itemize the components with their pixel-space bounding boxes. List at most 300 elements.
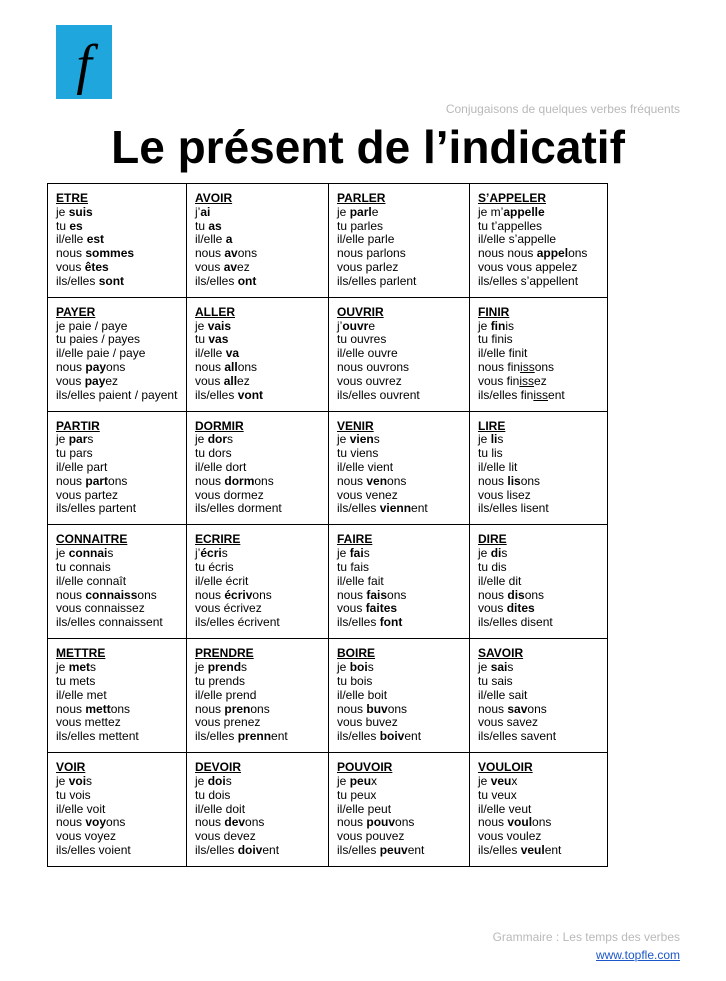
text-segment: vous devez <box>195 829 256 844</box>
conjugation-line <box>56 803 182 817</box>
stem-bold: lis <box>507 473 521 488</box>
conjugation-line <box>337 333 465 347</box>
text-segment: tu ouvres <box>337 332 387 347</box>
conjugation-line <box>478 575 603 589</box>
text-segment: je <box>478 660 491 675</box>
conjugation-line <box>337 830 465 844</box>
conjugation-line <box>195 716 324 730</box>
verb-name: LIRE <box>478 418 506 433</box>
text-segment: ons <box>237 246 258 261</box>
conjugation-line <box>56 347 182 361</box>
conjugation-line <box>337 275 465 289</box>
conjugation-line <box>478 502 603 516</box>
verb-cell <box>470 525 608 639</box>
stem-bold: vont <box>237 387 264 402</box>
conjugation-line <box>195 433 324 447</box>
text-segment: nous <box>195 246 225 261</box>
text-segment: nous <box>56 701 86 716</box>
stem-bold: pren <box>224 701 251 716</box>
conjugation-line <box>478 447 603 461</box>
conjugation-line <box>478 220 603 234</box>
text-segment: is <box>505 318 515 333</box>
conjugation-line <box>195 489 324 503</box>
text-segment: ils/elles voient <box>56 842 131 857</box>
text-segment: ils/elles <box>337 729 380 744</box>
text-segment: vous <box>56 259 85 274</box>
text-segment: vous ouvrez <box>337 373 402 388</box>
conjugation-line <box>478 275 603 289</box>
conjugation-line <box>56 816 182 830</box>
text-segment: ent <box>262 842 280 857</box>
text-segment: je <box>337 204 350 219</box>
verb-name: POUVOIR <box>337 760 393 775</box>
text-segment: ils/elles <box>195 842 238 857</box>
verb-cell <box>470 753 608 867</box>
text-segment: ons <box>527 701 547 716</box>
text-segment: s <box>373 432 380 447</box>
stem-bold: av <box>223 259 238 274</box>
verb-cell <box>329 411 470 525</box>
conjugation-line <box>478 689 603 703</box>
text-segment: ils/elles <box>195 273 238 288</box>
text-segment: je <box>56 204 69 219</box>
conjugation-line <box>195 561 324 575</box>
text-segment: il/elle parle <box>337 232 395 247</box>
text-segment: s <box>221 546 228 561</box>
text-segment: vous vous appelez <box>478 259 578 274</box>
text-segment: tu parles <box>337 218 384 233</box>
stem-bold: vien <box>349 432 374 447</box>
conjugation-line <box>478 816 603 830</box>
stem-bold: écriv <box>224 587 253 602</box>
stem-bold: doiv <box>237 842 263 857</box>
conjugation-line <box>56 275 182 289</box>
text-segment: ons <box>524 587 545 602</box>
conjugation-line <box>56 561 182 575</box>
text-segment: ils/elles parlent <box>337 273 417 288</box>
text-segment: nous <box>478 587 508 602</box>
text-segment: tu connais <box>56 560 111 575</box>
conjugation-line <box>337 589 465 603</box>
text-segment: ons <box>252 587 272 602</box>
text-segment: ons <box>254 473 274 488</box>
verb-cell <box>187 525 329 639</box>
conjugation-line <box>478 233 603 247</box>
stem-underline: iss <box>533 387 549 402</box>
verb-name: PARTIR <box>56 418 100 433</box>
conjugation-line <box>56 261 182 275</box>
conjugation-line <box>478 616 603 630</box>
text-segment: e <box>371 204 379 219</box>
conjugation-line <box>478 347 603 361</box>
verb-name: VENIR <box>337 418 374 433</box>
conjugation-line <box>478 830 603 844</box>
conjugation-line <box>337 716 465 730</box>
stem-bold: sommes <box>85 246 135 261</box>
table-row <box>48 753 608 867</box>
footer-link[interactable]: www.topfle.com <box>595 948 680 962</box>
conjugation-line <box>337 547 465 561</box>
conjugation-line <box>195 447 324 461</box>
text-segment: ils/elles disent <box>478 615 553 630</box>
text-segment: il/elle prend <box>195 687 257 702</box>
conjugation-line <box>195 830 324 844</box>
conjugation-line <box>195 602 324 616</box>
stem-bold: écri <box>200 546 222 561</box>
verb-name: VOULOIR <box>478 760 533 775</box>
text-segment: tu bois <box>337 673 373 688</box>
conjugation-line <box>56 233 182 247</box>
text-segment: vous voyez <box>56 829 117 844</box>
conjugation-table <box>47 183 608 867</box>
verb-cell <box>329 639 470 753</box>
text-segment: ils/elles s’appellent <box>478 273 579 288</box>
verb-name: ECRIRE <box>195 532 241 547</box>
verb-name: CONNAITRE <box>56 532 128 547</box>
verb-name: DORMIR <box>195 418 244 433</box>
text-segment: ons <box>387 587 407 602</box>
text-segment: ils/elles savent <box>478 729 557 744</box>
verb-cell <box>329 753 470 867</box>
text-segment: ils/elles ouvrent <box>337 387 420 402</box>
page-title: Le présent de l’indicatif <box>111 121 625 173</box>
text-segment: ons <box>106 360 126 375</box>
text-segment: ons <box>395 815 415 830</box>
text-segment: vous lisez <box>478 487 531 502</box>
stem-bold: as <box>208 218 222 233</box>
text-segment: il/elle voit <box>56 801 106 816</box>
conjugation-line <box>195 816 324 830</box>
conjugation-line <box>337 561 465 575</box>
f-logo-icon <box>56 25 112 99</box>
conjugation-line <box>478 547 603 561</box>
conjugation-line <box>56 320 182 334</box>
text-segment: je <box>478 546 491 561</box>
text-segment: nous <box>195 701 225 716</box>
stem-bold: va <box>225 346 240 361</box>
stem-bold: suis <box>68 204 93 219</box>
text-segment: nous <box>56 587 86 602</box>
conjugation-line <box>195 247 324 261</box>
stem-bold: ouvr <box>342 318 369 333</box>
conjugation-line <box>195 261 324 275</box>
text-segment: ent <box>544 842 562 857</box>
conjugation-line <box>56 602 182 616</box>
text-segment: ils/elles partent <box>56 501 137 516</box>
stem-bold: parl <box>349 204 372 219</box>
text-segment: nous <box>195 815 225 830</box>
stem-bold: vienn <box>379 501 412 516</box>
text-segment: ils/elles lisent <box>478 501 549 516</box>
conjugation-line <box>337 375 465 389</box>
conjugation-line <box>195 347 324 361</box>
conjugation-line <box>195 475 324 489</box>
conjugation-line <box>56 616 182 630</box>
conjugation-line <box>195 361 324 375</box>
stem-bold: font <box>379 615 403 630</box>
verb-name: BOIRE <box>337 646 376 661</box>
text-segment: nous fin <box>478 360 521 375</box>
conjugation-line <box>56 789 182 803</box>
verb-cell <box>470 184 608 298</box>
text-segment: ez <box>105 373 119 388</box>
conjugation-line <box>478 703 603 717</box>
conjugation-line <box>337 575 465 589</box>
text-segment: tu pars <box>56 446 93 461</box>
stem-bold: boiv <box>379 729 405 744</box>
text-segment: ons <box>137 587 157 602</box>
conjugation-line <box>478 475 603 489</box>
conjugation-line <box>195 389 324 403</box>
verb-name: DEVOIR <box>195 760 242 775</box>
logo-letter: f <box>76 34 92 96</box>
stem-bold: dev <box>224 815 246 830</box>
conjugation-line <box>195 220 324 234</box>
conjugation-line <box>337 661 465 675</box>
text-segment: vous <box>337 601 366 616</box>
text-segment: ils/elles mettent <box>56 729 139 744</box>
text-segment: vous voulez <box>478 829 542 844</box>
text-segment: tu t’appelles <box>478 218 543 233</box>
conjugation-line <box>56 475 182 489</box>
conjugation-line <box>337 447 465 461</box>
conjugation-line <box>337 361 465 375</box>
conjugation-line <box>195 703 324 717</box>
conjugation-line <box>195 375 324 389</box>
conjugation-line <box>56 689 182 703</box>
stem-bold: part <box>85 473 109 488</box>
stem-underline: iss <box>520 360 535 375</box>
topfle-logo <box>56 25 112 99</box>
conjugation-line <box>56 361 182 375</box>
conjugation-line <box>337 433 465 447</box>
conjugation-line <box>478 389 603 403</box>
stem-bold: sai <box>490 660 508 675</box>
verb-name: OUVRIR <box>337 304 384 319</box>
text-segment: tu mets <box>56 673 96 688</box>
text-segment: je paie / paye <box>56 318 128 333</box>
conjugation-line <box>56 547 182 561</box>
conjugation-line <box>195 589 324 603</box>
stem-bold: pouv <box>366 815 396 830</box>
text-segment: s <box>367 660 374 675</box>
conjugation-line <box>478 206 603 220</box>
stem-bold: dor <box>207 432 228 447</box>
text-segment: je m’ <box>478 204 504 219</box>
text-segment: vous pouvez <box>337 829 405 844</box>
text-segment: il/elle <box>195 232 226 247</box>
text-segment: vous buvez <box>337 715 398 730</box>
text-segment: il/elle doit <box>195 801 246 816</box>
text-segment: nous <box>56 473 86 488</box>
conjugation-line <box>195 502 324 516</box>
text-segment: ils/elles dorment <box>195 501 282 516</box>
table-row <box>48 297 608 411</box>
text-segment: s <box>90 660 97 675</box>
text-segment: il/elle peut <box>337 801 392 816</box>
verb-name: PRENDRE <box>195 646 254 661</box>
text-segment: nous <box>195 473 225 488</box>
conjugation-line <box>56 247 182 261</box>
text-segment: je <box>478 432 491 447</box>
conjugation-line <box>56 220 182 234</box>
text-segment: vous <box>478 601 507 616</box>
text-segment: j’ <box>195 546 201 561</box>
conjugation-line <box>195 661 324 675</box>
text-segment: ez <box>237 373 250 388</box>
stem-bold: voi <box>68 773 87 788</box>
text-segment: je <box>337 432 350 447</box>
text-segment: tu paies / payes <box>56 332 141 347</box>
text-segment: vous parlez <box>337 259 399 274</box>
stem-bold: par <box>68 432 88 447</box>
text-segment: il/elle connaît <box>56 573 127 588</box>
text-segment: tu <box>195 218 209 233</box>
conjugation-line <box>478 589 603 603</box>
conjugation-line <box>56 333 182 347</box>
text-segment: je <box>195 318 208 333</box>
stem-bold: doi <box>207 773 226 788</box>
conjugation-line <box>195 616 324 630</box>
text-segment: il/elle <box>56 232 87 247</box>
text-segment: je <box>337 546 350 561</box>
verb-name: AVOIR <box>195 191 233 205</box>
stem-bold: ai <box>200 204 211 219</box>
text-segment: nous <box>337 473 367 488</box>
verb-cell <box>329 184 470 298</box>
text-segment: vous dormez <box>195 487 264 502</box>
text-segment: ons <box>250 701 270 716</box>
stem-bold: prend <box>207 660 242 675</box>
stem-bold: peuv <box>379 842 408 857</box>
text-segment: nous <box>478 473 508 488</box>
text-segment: ent <box>548 387 565 402</box>
page-subtitle: Conjugaisons de quelques verbes fréquents <box>445 102 680 116</box>
conjugation-line <box>337 703 465 717</box>
verb-name: PARLER <box>337 191 386 205</box>
text-segment: x <box>371 773 378 788</box>
verb-cell <box>187 411 329 525</box>
stem-bold: fin <box>490 318 506 333</box>
stem-bold: vais <box>207 318 232 333</box>
text-segment: vous <box>195 373 224 388</box>
text-segment: ons <box>237 360 258 375</box>
stem-bold: vas <box>208 332 229 347</box>
conjugation-line <box>56 675 182 689</box>
stem-bold: connaiss <box>85 587 138 602</box>
text-segment: ils/elles paient / payent <box>56 387 178 402</box>
conjugation-line <box>337 844 465 858</box>
stem-bold: fai <box>349 546 364 561</box>
text-segment: nous parlons <box>337 246 406 261</box>
text-segment: vous <box>56 373 85 388</box>
text-segment: s <box>227 432 234 447</box>
verb-cell <box>48 184 187 298</box>
stem-bold: sav <box>507 701 528 716</box>
conjugation-line <box>56 830 182 844</box>
text-segment: ons <box>387 473 407 488</box>
conjugation-line <box>195 675 324 689</box>
text-segment: je <box>337 660 350 675</box>
text-segment: je <box>337 773 350 788</box>
text-segment: ons <box>520 473 541 488</box>
text-segment: ils/elles <box>337 615 380 630</box>
text-segment: il/elle boit <box>337 687 388 702</box>
text-segment: e <box>368 318 376 333</box>
verb-name: VOIR <box>56 760 86 775</box>
text-segment: je <box>56 660 69 675</box>
conjugation-line <box>195 547 324 561</box>
conjugation-line <box>195 333 324 347</box>
text-segment: nous <box>56 815 86 830</box>
text-segment: nous <box>56 360 86 375</box>
verb-name: S’APPELER <box>478 191 547 205</box>
text-segment: nous <box>337 815 367 830</box>
conjugation-line <box>195 461 324 475</box>
stem-bold: es <box>69 218 83 233</box>
conjugation-line <box>337 475 465 489</box>
conjugation-line <box>478 320 603 334</box>
verb-cell <box>48 639 187 753</box>
text-segment: ils/elles <box>337 501 380 516</box>
text-segment: je <box>478 318 491 333</box>
table-row <box>48 411 608 525</box>
verb-cell <box>329 297 470 411</box>
text-segment: tu finis <box>478 332 513 347</box>
conjugation-line <box>337 489 465 503</box>
conjugation-line <box>56 775 182 789</box>
conjugation-line <box>337 461 465 475</box>
verb-cell <box>187 184 329 298</box>
text-segment: nous <box>478 815 508 830</box>
conjugation-line <box>478 261 603 275</box>
verb-cell <box>48 525 187 639</box>
text-segment: ons <box>110 701 131 716</box>
text-segment: nous <box>337 701 367 716</box>
conjugation-line <box>478 602 603 616</box>
conjugation-line <box>195 320 324 334</box>
conjugation-line <box>337 730 465 744</box>
text-segment: je <box>56 432 69 447</box>
text-segment: vous prenez <box>195 715 261 730</box>
conjugation-line <box>56 389 182 403</box>
verb-cell <box>187 297 329 411</box>
conjugation-line <box>56 502 182 516</box>
text-segment: tu viens <box>337 446 379 461</box>
verb-name: FINIR <box>478 304 510 319</box>
conjugation-line <box>195 789 324 803</box>
text-segment: ils/elles fin <box>478 387 534 402</box>
text-segment: ons <box>387 701 408 716</box>
conjugation-line <box>337 347 465 361</box>
verb-name: DIRE <box>478 532 507 547</box>
text-segment: il/elle s’appelle <box>478 232 557 247</box>
conjugation-line <box>56 844 182 858</box>
verb-cell <box>187 753 329 867</box>
stem-bold: all <box>223 373 238 388</box>
conjugation-line <box>337 789 465 803</box>
text-segment: nous <box>56 246 86 261</box>
table-row <box>48 525 608 639</box>
text-segment: je <box>195 773 208 788</box>
stem-bold: buv <box>366 701 388 716</box>
stem-bold: appelle <box>503 204 545 219</box>
conjugation-line <box>478 461 603 475</box>
conjugation-line <box>478 661 603 675</box>
conjugation-line <box>337 616 465 630</box>
stem-bold: faites <box>365 601 398 616</box>
stem-bold: peu <box>349 773 372 788</box>
